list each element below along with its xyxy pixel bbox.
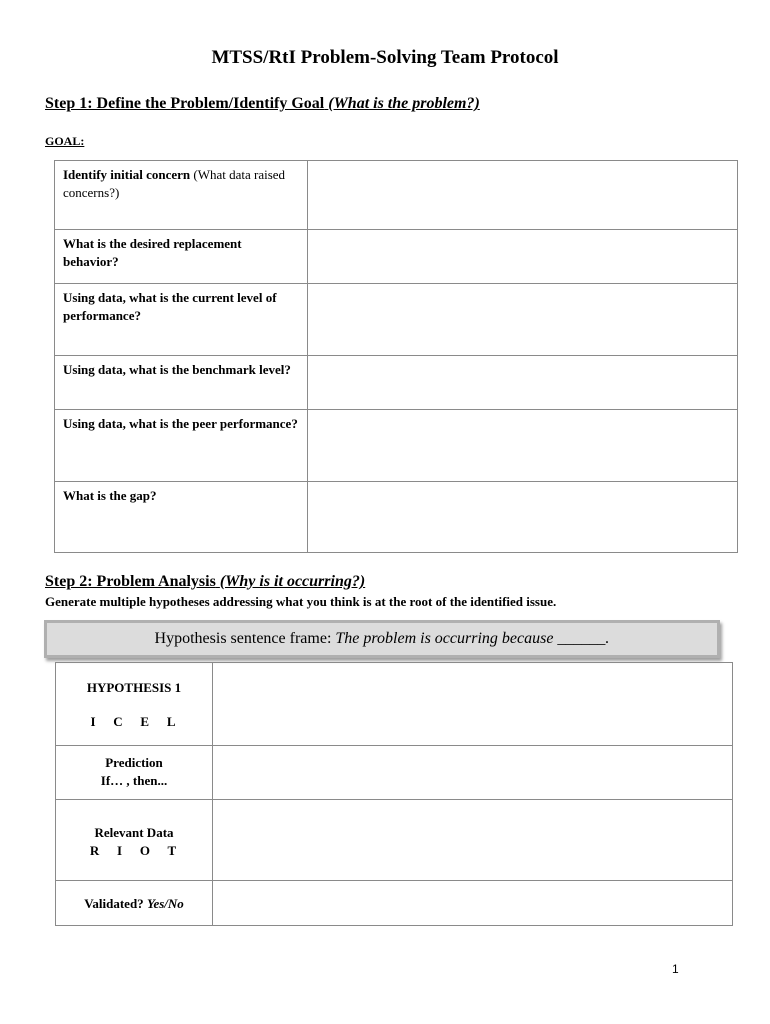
relevant-data-label: Relevant Data xyxy=(94,825,174,840)
hypothesis-row xyxy=(56,663,733,746)
step1-question-cell xyxy=(55,482,308,553)
frame-colon: : xyxy=(326,630,336,647)
hypothesis-label-cell xyxy=(56,663,213,746)
step1-row-gap xyxy=(55,482,738,553)
validated-row xyxy=(56,881,733,926)
step1-answer-cell[interactable] xyxy=(308,356,738,410)
row-label-bold: What is the desired replacement behavior? xyxy=(63,236,242,269)
hypothesis-sentence-frame xyxy=(44,620,720,658)
step1-question-cell xyxy=(55,410,308,482)
frame-label: Hypothesis sentence frame xyxy=(154,630,327,647)
row-label-bold: Using data, what is the benchmark level? xyxy=(63,362,291,377)
step1-answer-cell[interactable] xyxy=(308,230,738,284)
step2-heading xyxy=(45,573,365,591)
validated-options: Yes/No xyxy=(146,896,184,911)
step1-question-cell xyxy=(55,161,308,230)
frame-text: The problem is occurring because ______. xyxy=(335,630,610,647)
goal-label: GOAL: xyxy=(45,134,85,148)
page-number: 1 xyxy=(672,962,679,976)
step1-answer-cell[interactable] xyxy=(308,284,738,356)
relevant-data-row xyxy=(56,800,733,881)
step1-question-cell xyxy=(55,284,308,356)
relevant-data-label-cell xyxy=(56,800,213,881)
step1-heading-text: Step 1: Define the Problem/Identify Goal xyxy=(45,95,325,112)
validated-label-cell xyxy=(56,881,213,926)
validated-answer-cell[interactable] xyxy=(213,881,733,926)
step1-question-cell xyxy=(55,356,308,410)
prediction-sub: If… , then... xyxy=(100,773,168,788)
prediction-label: Prediction xyxy=(105,755,163,770)
step1-row-peer-performance xyxy=(55,410,738,482)
validated-label: Validated? xyxy=(84,896,147,911)
step1-row-benchmark-level xyxy=(55,356,738,410)
step1-question-cell xyxy=(55,230,308,284)
step1-row-replacement-behavior xyxy=(55,230,738,284)
relevant-data-answer-cell[interactable] xyxy=(213,800,733,881)
step1-row-initial-concern xyxy=(55,161,738,230)
row-label-bold: Using data, what is the current level of performance? xyxy=(63,290,277,323)
hypothesis-answer-cell[interactable] xyxy=(213,663,733,746)
row-label-bold: Identify initial concern xyxy=(63,167,191,182)
step1-answer-cell[interactable] xyxy=(308,161,738,230)
step1-question: (What is the problem?) xyxy=(328,95,480,112)
row-label-bold: What is the gap? xyxy=(63,488,157,503)
prediction-answer-cell[interactable] xyxy=(213,746,733,800)
step1-row-current-performance xyxy=(55,284,738,356)
document-title: MTSS/RtI Problem-Solving Team Protocol xyxy=(211,47,559,68)
step2-instructions: Generate multiple hypotheses addressing what you think is at the root of the identified issue. xyxy=(45,594,557,609)
prediction-label-cell xyxy=(56,746,213,800)
step2-heading-text: Step 2: Problem Analysis xyxy=(45,573,216,590)
icel-label: I C E L xyxy=(90,714,178,729)
step1-table xyxy=(54,160,738,553)
step1-answer-cell[interactable] xyxy=(308,482,738,553)
step2-question: (Why is it occurring?) xyxy=(219,573,366,590)
riot-label: R I O T xyxy=(89,843,179,858)
row-label-bold: Using data, what is the peer performance? xyxy=(63,416,298,431)
step1-answer-cell[interactable] xyxy=(308,410,738,482)
prediction-row xyxy=(56,746,733,800)
step1-heading xyxy=(45,95,480,113)
hypothesis-label: HYPOTHESIS 1 xyxy=(86,680,182,695)
row-label-normal: (What data raised concerns?) xyxy=(63,167,286,200)
hypothesis-table xyxy=(55,662,733,926)
